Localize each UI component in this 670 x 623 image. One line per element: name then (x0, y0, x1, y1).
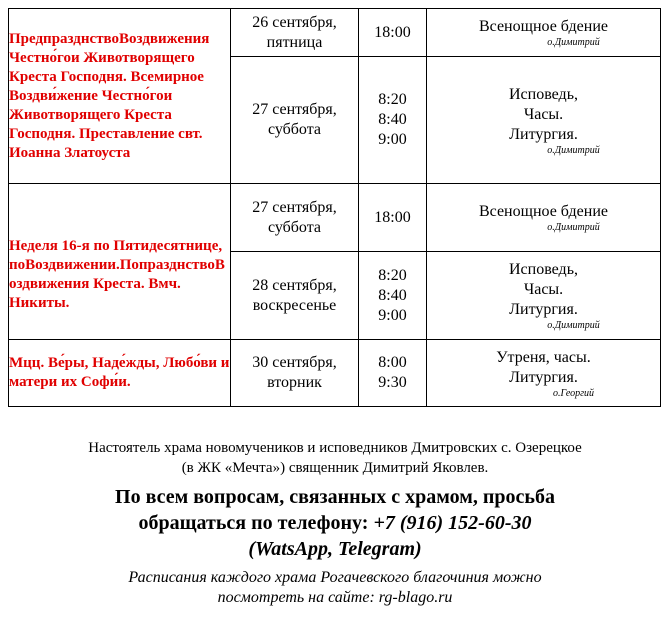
schedule-table (8, 8, 661, 407)
time-cell (359, 252, 427, 340)
schedule-row (9, 340, 661, 407)
date-line: 27 сентября, (252, 198, 337, 216)
service: Литургия. (509, 125, 578, 143)
priest-name: о.Георгий (552, 387, 595, 399)
priest-name: о.Димитрий (547, 144, 600, 156)
feast-title: ПредпразднствоВоздвижения Честно́гои Животворящего Креста Господня. Всемирное Воздви́жение Честно́гои Животворящего Креста Господня. Преставление свт. Иоанна Златоуста (9, 9, 231, 184)
service: Часы. (523, 281, 564, 298)
site-info (0, 568, 670, 608)
date-cell (231, 184, 359, 252)
rector-line: Настоятель храма новомучеников и исповедников Дмитровских с. Озерецкое (88, 440, 582, 456)
service-cell (427, 184, 661, 252)
weekday: суббота (267, 218, 322, 236)
time-cell (359, 340, 427, 407)
date-line: 30 сентября, (252, 354, 337, 371)
date-line: 27 сентября, (252, 101, 337, 118)
time: 8:40 (378, 286, 407, 304)
priest-name: о.Димитрий (547, 320, 600, 331)
schedule-row (9, 184, 661, 252)
service: Литургия. (509, 301, 578, 318)
time-cell (359, 184, 427, 252)
date-cell (231, 9, 359, 57)
service-cell (427, 340, 661, 407)
time-cell (359, 9, 427, 57)
service: Всенощное бдение (478, 203, 609, 220)
service-cell (427, 9, 661, 57)
messengers: (WatsApp, Telegram) (248, 538, 422, 560)
service: Всенощное бдение (478, 18, 609, 35)
date-cell (231, 57, 359, 184)
contact-info (0, 484, 670, 562)
priest-name: о.Димитрий (547, 222, 600, 233)
feast-title: Мцц. Ве́ры, Наде́жды, Любо́ви и матери их Софи́и. (9, 340, 231, 407)
service: Утреня, часы. (496, 348, 591, 366)
service: Исповедь, (508, 261, 578, 278)
time: 9:00 (378, 131, 407, 148)
weekday: вторник (267, 374, 322, 391)
time: 8:20 (378, 266, 407, 284)
service: Исповедь, (508, 85, 578, 103)
time-cell (359, 57, 427, 184)
service: Литургия. (509, 368, 578, 386)
contact-line: обращаться по телефону: (138, 512, 374, 534)
weekday: воскресенье (252, 296, 337, 314)
service: Часы. (523, 105, 564, 123)
phone-number: +7 (916) 152-60-30 (373, 512, 532, 534)
service-cell (427, 252, 661, 340)
time: 9:30 (378, 374, 407, 391)
date-cell (231, 252, 359, 340)
time: 8:00 (378, 354, 407, 371)
rector-line: (в ЖК «Мечта») священник Димитрий Яковлев. (181, 460, 489, 476)
date-cell (231, 340, 359, 407)
contact-line: По всем вопросам, связанных с храмом, просьба (115, 486, 555, 508)
site-line: Расписания каждого храма Рогачевского благочиния можно (128, 569, 542, 586)
priest-name: о.Димитрий (547, 37, 600, 48)
time: 8:20 (378, 91, 407, 108)
site-line: посмотреть на сайте: rg-blago.ru (217, 589, 453, 606)
weekday: суббота (267, 121, 322, 138)
time: 8:40 (378, 111, 407, 128)
date-line: 26 сентября, (252, 13, 337, 31)
feast-title: Неделя 16-я по Пятидесятнице, поВоздвижении.ПопразднствоВоздвижения Креста. Вмч. Никиты. (9, 184, 231, 340)
weekday: пятница (266, 33, 323, 51)
schedule-row (9, 9, 661, 57)
time: 18:00 (374, 208, 411, 226)
rector-info (0, 438, 670, 478)
date-line: 28 сентября, (252, 276, 337, 294)
service-cell (427, 57, 661, 184)
time: 18:00 (374, 23, 411, 41)
time: 9:00 (378, 306, 407, 324)
